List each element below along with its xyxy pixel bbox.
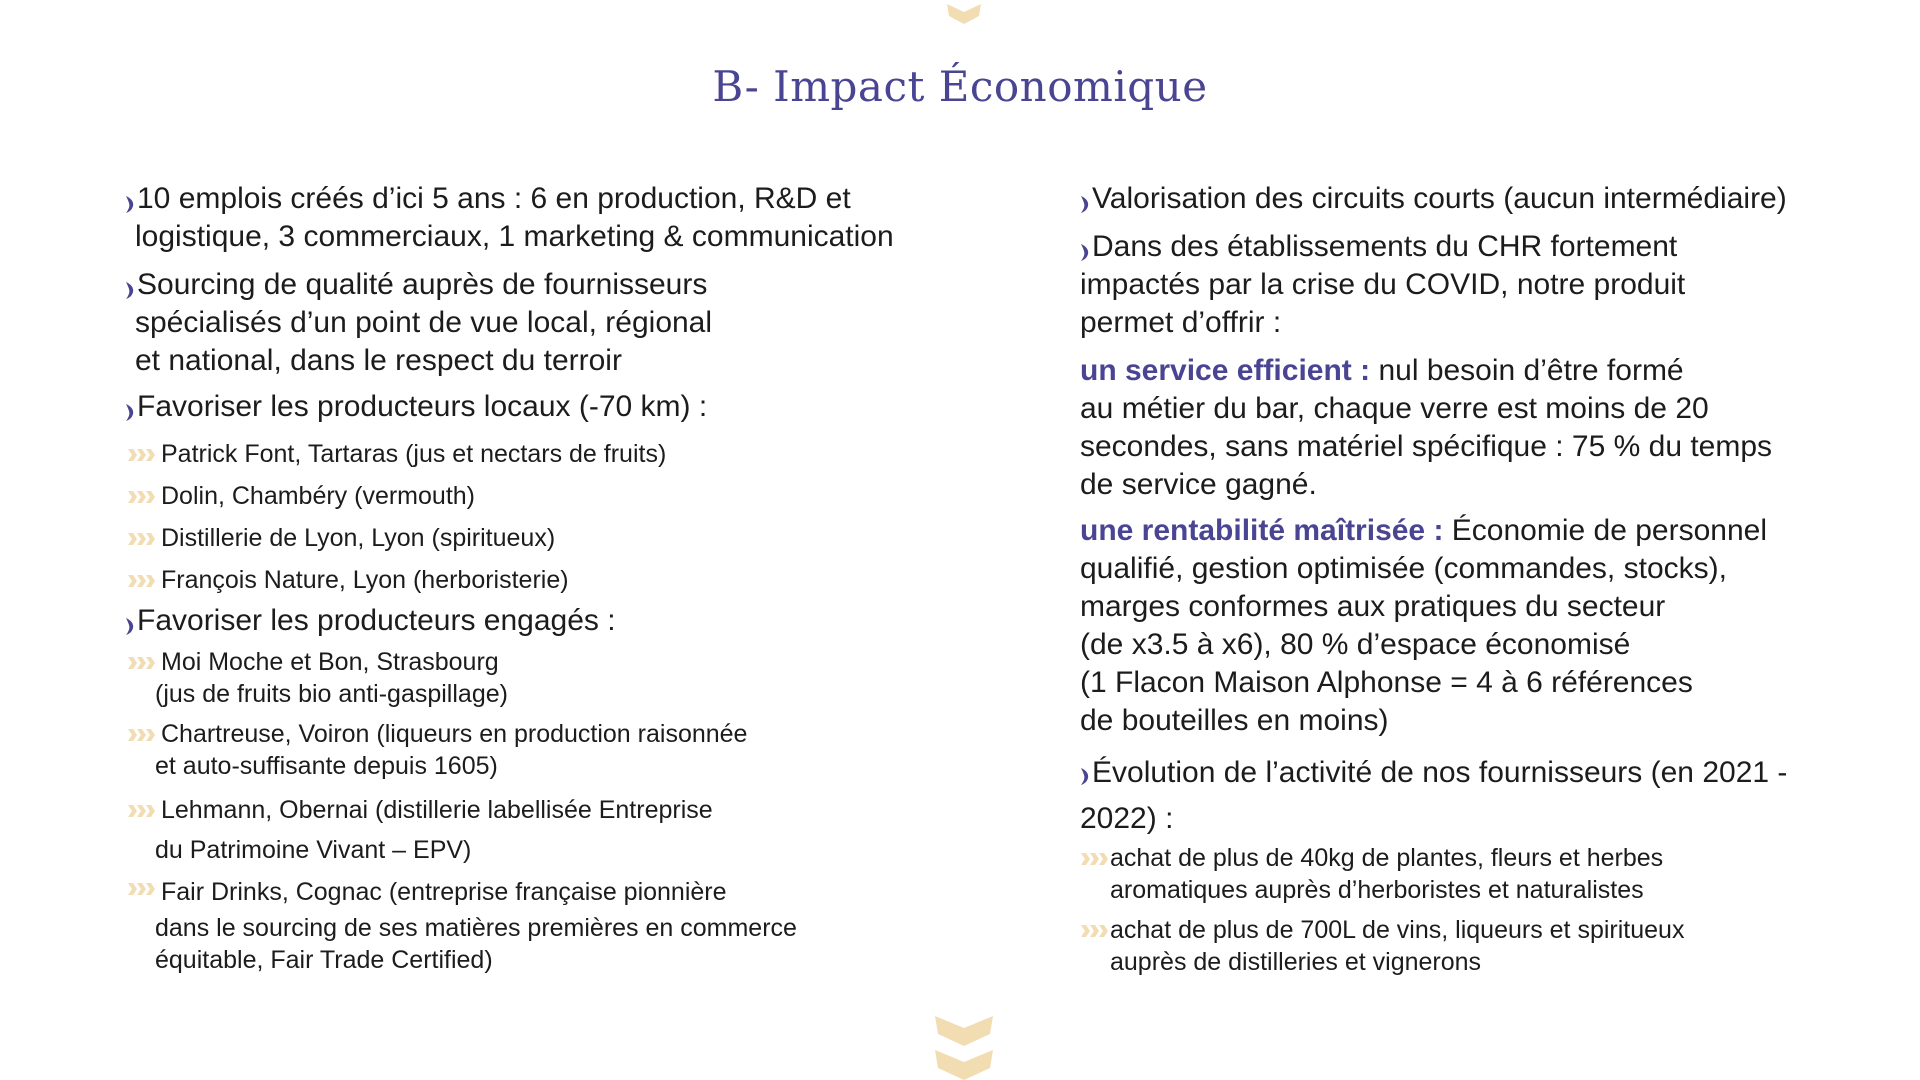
bullet-text: permet d’offrir :: [1080, 306, 1282, 339]
bullet-icon: [1080, 766, 1090, 786]
list-item: achat de plus de 700L de vins, liqueurs et spiritueux auprès de distilleries et vignerons: [1080, 914, 1900, 978]
profitability-paragraph: une rentabilité maîtrisée : Économie de personnel qualifié, gestion optimisée (commandes, stocks), marges conformes aux pratiques du secteur (de x3.5 à x6), 80 % d’espace économisé (1 Flacon Maison Alphonse = 4 à 6 références de bouteilles en moins): [1080, 514, 1767, 737]
highlight-label: un service efficient :: [1080, 354, 1371, 387]
beige-chevron-icon: [947, 0, 981, 24]
list-item: François Nature, Lyon (herboristerie): [125, 564, 985, 596]
list-item: Fair Drinks, Cognac (entreprise française pionnière dans le sourcing de ses matières premières en commerce équitable, Fair Trade Certified): [125, 872, 985, 976]
bullet-short-circuits: [1080, 180, 1900, 218]
sub-bullet-icon: [127, 882, 157, 896]
bullet-text: logistique, 3 commerciaux, 1 marketing & communication: [135, 220, 894, 253]
sub-bullet-icon: [127, 448, 157, 462]
list-item: Moi Moche et Bon, Strasbourg (jus de fruits bio anti-gaspillage): [125, 646, 985, 710]
bullet-text: spécialisés d’un point de vue local, régional: [135, 306, 713, 339]
left-column: [125, 180, 985, 976]
bullet-icon: [1080, 242, 1090, 262]
bullet-jobs: [125, 180, 985, 256]
bullet-sourcing: [125, 266, 985, 380]
bullet-text: Favoriser les producteurs engagés :: [137, 604, 616, 637]
bullet-text: 10 emplois créés d’ici 5 ans : 6 en production, R&D et: [137, 182, 851, 215]
highlight-label: une rentabilité maîtrisée :: [1080, 514, 1444, 547]
list-item: achat de plus de 40kg de plantes, fleurs et herbes aromatiques auprès d’herboristes et naturalistes: [1080, 842, 1900, 906]
list-item: Dolin, Chambéry (vermouth): [125, 480, 985, 512]
sub-bullet-icon: [127, 532, 157, 546]
bullet-text: et national, dans le respect du terroir: [135, 344, 622, 377]
bullet-text: Dans des établissements du CHR fortement: [1092, 230, 1678, 263]
list-item: Patrick Font, Tartaras (jus et nectars de fruits): [125, 438, 985, 470]
service-paragraph: un service efficient : nul besoin d’être formé au métier du bar, chaque verre est moins de 20 secondes, sans matériel spécifique : 75 % du temps de service gagné.: [1080, 354, 1773, 501]
bullet-icon: [125, 280, 135, 300]
bullet-text: Sourcing de qualité auprès de fournisseurs: [137, 268, 708, 301]
bullet-icon: [125, 402, 135, 422]
page-title: B- Impact Économique: [712, 62, 1208, 111]
bullet-chr: [1080, 228, 1900, 342]
bullet-engaged-producers: [125, 602, 985, 640]
list-item: Distillerie de Lyon, Lyon (spiritueux): [125, 522, 985, 554]
bullet-icon: [125, 194, 135, 214]
bullet-text: 2022) :: [1080, 802, 1174, 835]
sub-bullet-icon: [127, 804, 157, 818]
sub-bullet-icon: [127, 490, 157, 504]
bullet-text: Évolution de l’activité de nos fournisseurs (en 2021 -: [1092, 756, 1788, 789]
bullet-text: impactés par la crise du COVID, notre produit: [1080, 268, 1686, 301]
bullet-icon: [125, 616, 135, 636]
bullet-supplier-activity: [1080, 750, 1900, 842]
bullet-icon: [1080, 194, 1090, 214]
sub-bullet-icon: [127, 656, 157, 670]
bullet-local-producers: [125, 388, 985, 426]
list-item: Chartreuse, Voiron (liqueurs en production raisonnée et auto-suffisante depuis 1605): [125, 718, 985, 782]
bullet-text: Favoriser les producteurs locaux (-70 km) :: [137, 390, 708, 423]
sub-bullet-icon: [1080, 924, 1110, 938]
sub-bullet-icon: [1080, 852, 1110, 866]
sub-bullet-icon: [127, 728, 157, 742]
list-item: Lehmann, Obernai (distillerie labellisée Entreprise du Patrimoine Vivant – EPV): [125, 790, 985, 870]
sub-bullet-icon: [127, 574, 157, 588]
bullet-text: Valorisation des circuits courts (aucun intermédiaire): [1092, 182, 1787, 215]
right-column: [1080, 180, 1900, 978]
beige-double-chevron-icon: [935, 1012, 993, 1080]
